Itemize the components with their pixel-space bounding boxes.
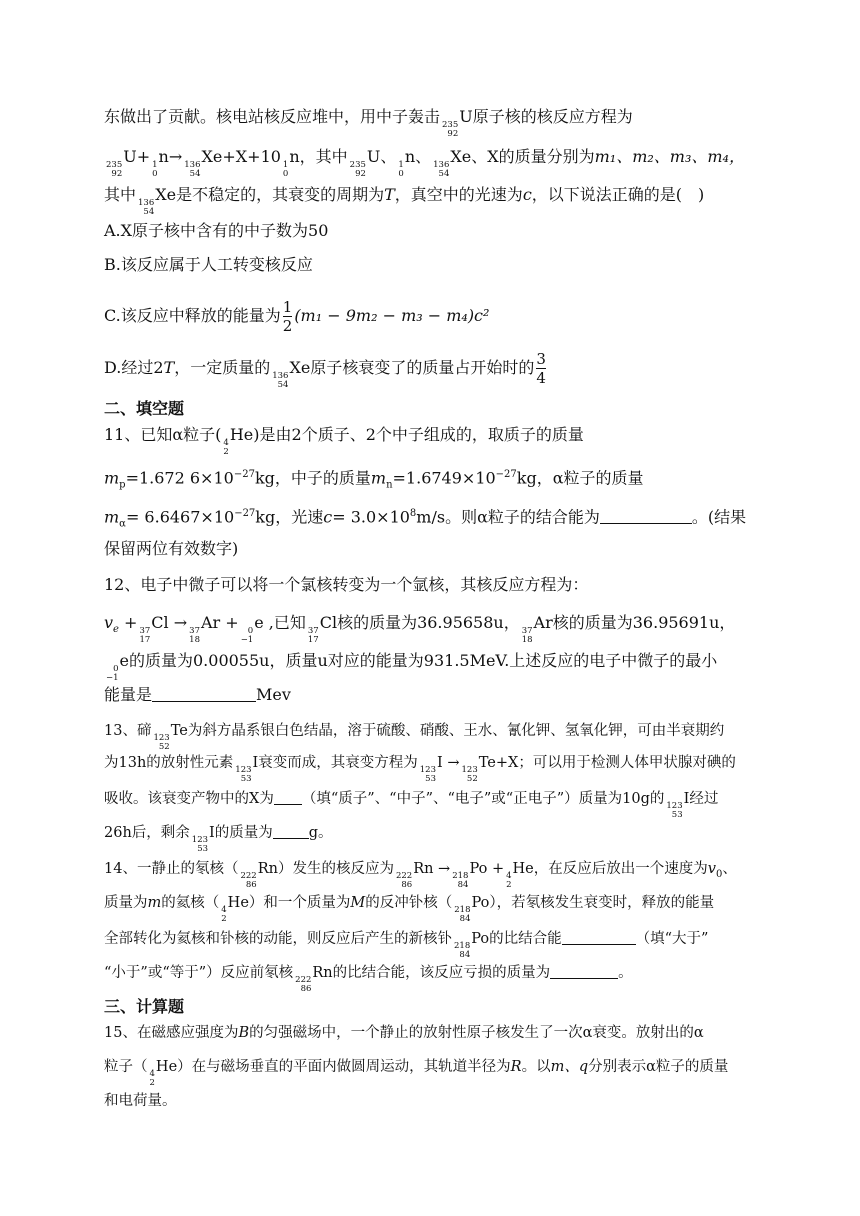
q11-line-2: $m_p=1.672$ $6\times 10^{-27}kg$，中子的质量$m_n=1.6749\times 10^{-27}kg$，α粒子的质量 (104, 468, 644, 491)
q14-line-4: “小于”或“等于”）反应前氡核 222 86 Rn的比结合能，该反应亏损的质量为 。 (104, 962, 764, 994)
q12-line-4: 能量是 Mev (104, 685, 291, 704)
fraction-three-quarters: $\frac{3}{4}$ (536, 350, 546, 387)
isotope-u235: 235 92 (442, 120, 459, 139)
answer-blank[interactable] (273, 822, 309, 839)
q11-line-1: 11、已知α粒子( 4 2 He)是由2个质子、2个中子组成的，取质子的质量 (104, 425, 584, 457)
q14-line-3: 全部转化为氦核和钋核的动能，则反应后产生的新核钋 218 84 Po的比结合能 （填“大于” (104, 928, 764, 960)
q10-option-a: A.X原子核中含有的中子数为50 (104, 221, 329, 240)
answer-blank[interactable] (562, 928, 636, 945)
q14-line-1: 14、一静止的氡核（ 222 86 Rn）发生的核反应为 222 86 Rn → 218 84 Po + 4 2 He，在反应后放出一个速度为$v_0$、 (104, 861, 737, 890)
q13-line-2: 为13h的放射性元素 123 53 I衰变而成，其衰变方程为 123 53 I → 123 52 Te+X；可以用于检测人体甲状腺对碘的 (104, 755, 736, 784)
q12-line-2: $v_e$ + 37 17 Cl → 37 18 Ar + 0 −1 e ,已知 37 17 Cl核的质量为36.95658u， 37 18 Ar核的质量为36.95691u， (104, 613, 736, 645)
q10-line-1: 东做出了贡献。核电站核反应堆中，用中子轰击 235 92 U原子核的核反应方程为 (104, 107, 633, 139)
q15-line-3: 和电荷量。 (104, 1093, 177, 1109)
q12-line-3: 0 −1 e的质量为0.00055u，质量u对应的能量为931.5MeV.上述反应的电子中微子的最小 (106, 651, 718, 683)
q10-option-d: D.经过2T，一定质量的 136 54 Xe原子核衰变了的质量占开始时的 $\frac{3}{4}$ (104, 350, 546, 390)
q13-line-4: 26h后，剩余 123 53 I的质量为 g。 (104, 822, 764, 854)
q10-line-3: 其中 136 54 Xe是不稳定的，其衰变的周期为T，真空中的光速为c，以下说法正确的是( ) (104, 185, 705, 217)
q11-line-3: $m_\alpha= 6.6467\times 10^{-27}kg$，光速$c= 3.0\times 10^8m/s$。则α粒子的结合能为 。(结果 (104, 507, 747, 530)
q14-line-2: 质量为m的氦核（ 4 2 He）和一个质量为M的反冲钋核（ 218 84 Po），若氡核发生衰变时，释放的能量 (104, 895, 715, 924)
q13-line-3: 吸收。该衰变产物中的X为 （填“质子”、“中子”、“电子”或“正电子”）质量为10g的 123 53 I经过 (104, 788, 764, 820)
answer-blank[interactable] (550, 962, 618, 979)
q13-line-1: 13、碲 123 52 Te为斜方晶系银白色结晶，溶于硫酸、硝酸、王水、氰化钾、氢氧化钾，可由半衰期约 (104, 723, 725, 752)
answer-blank[interactable] (600, 507, 692, 524)
section-heading-fill-blank: 二、填空题 (104, 399, 185, 418)
q10-option-c: C.该反应中释放的能量为 $\frac{1}{2}$ (m₁ − 9m₂ − m₃ − m₄)c² (104, 298, 490, 335)
answer-blank[interactable] (152, 685, 256, 702)
q10-line-2: 235 92 U+ 1 0 n→ 136 54 Xe+X+10 1 0 n，其中 235 92 U、 1 0 n、 136 54 Xe、X的质量分别为m₁、m₂、m₃、m₄， (106, 147, 745, 179)
section-heading-calculation: 三、计算题 (104, 997, 185, 1016)
q15-line-1: 15、在磁感应强度为B的匀强磁场中，一个静止的放射性原子核发生了一次α衰变。放射出的α (104, 1025, 704, 1041)
q15-line-2: 粒子（ 4 2 He）在与磁场垂直的平面内做圆周运动，其轨道半径为R。以m、q分别表示α粒子的质量 (104, 1059, 729, 1088)
q10-option-b: B.该反应属于人工转变核反应 (104, 255, 313, 274)
q12-line-1: 12、电子中微子可以将一个氯核转变为一个氩核，其核反应方程为： (104, 575, 589, 594)
q11-line-4: 保留两位有效数字) (104, 539, 239, 558)
answer-blank[interactable] (274, 788, 302, 805)
fraction-one-half: $\frac{1}{2}$ (282, 298, 293, 335)
